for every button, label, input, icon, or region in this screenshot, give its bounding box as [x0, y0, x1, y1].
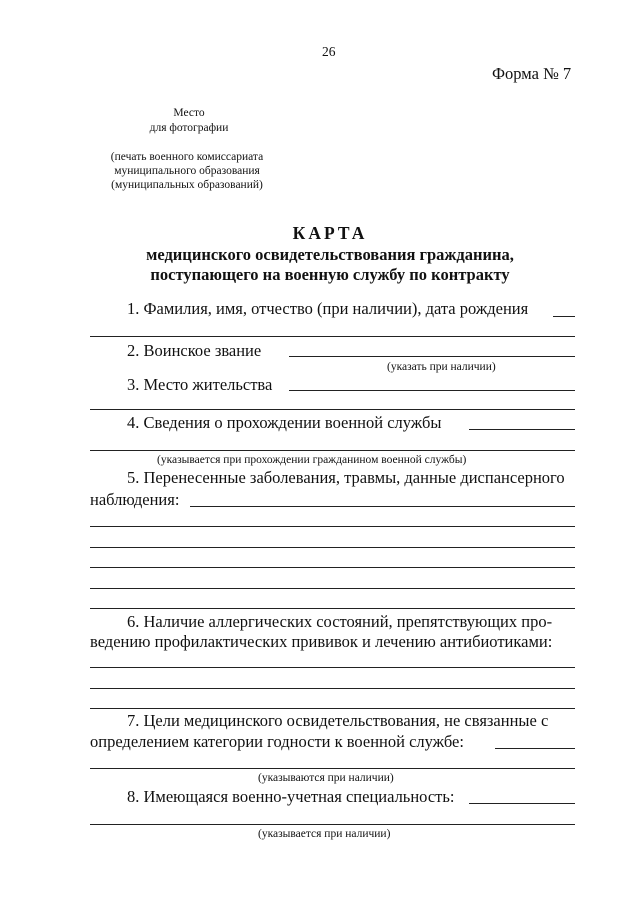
item5-input-line-d [90, 567, 575, 568]
item6-input-line-c [90, 708, 575, 709]
item4-label: 4. Сведения о прохождении военной службы [127, 413, 442, 432]
item4-input-line-a [469, 429, 575, 430]
item1-input-line-b [90, 336, 575, 337]
item7-note: (указываются при наличии) [258, 772, 394, 784]
doc-subtitle-line2: поступающего на военную службу по контракту [150, 265, 510, 284]
item6-input-line-b [90, 688, 575, 689]
item3-label: 3. Место жительства [127, 375, 273, 394]
item2-note: (указать при наличии) [387, 361, 496, 373]
doc-title: КАРТА [292, 223, 368, 243]
item2-label: 2. Воинское звание [127, 341, 262, 360]
page-number: 26 [322, 44, 336, 59]
item5-input-line-b [90, 526, 575, 527]
item5-input-line-f [90, 608, 575, 609]
item3-input-line-b [90, 409, 575, 410]
item5-label-line2: наблюдения: [90, 490, 180, 509]
stamp-line3: (муниципальных образований) [111, 179, 263, 191]
item5-label-line1: 5. Перенесенные заболевания, травмы, данные диспансерного [127, 468, 565, 487]
item7-label-line2: определением категории годности к военной службе: [90, 732, 464, 751]
item2-input-line [289, 356, 575, 357]
item7-label-line1: 7. Цели медицинского освидетельствования, не связанные с [127, 711, 549, 730]
item3-input-line-a [289, 390, 575, 391]
item7-input-line-b [90, 768, 575, 769]
item1-input-line-a [553, 316, 575, 317]
item6-label-line2: ведению профилактических прививок и лечению антибиотиками: [90, 632, 553, 651]
item6-label-line1: 6. Наличие аллергических состояний, препятствующих про- [127, 612, 553, 631]
item4-input-line-b [90, 450, 575, 451]
photo-place-line2: для фотографии [149, 122, 229, 134]
item6-input-line-a [90, 667, 575, 668]
stamp-line2: муниципального образования [114, 165, 260, 177]
stamp-line1: (печать военного комиссариата [110, 151, 264, 163]
form-label: Форма № 7 [492, 64, 572, 83]
item8-input-line-a [469, 803, 575, 804]
item1-label: 1. Фамилия, имя, отчество (при наличии), дата рождения [127, 299, 529, 318]
item5-input-line-c [90, 547, 575, 548]
doc-subtitle-line1: медицинского освидетельствования гражданина, [146, 245, 514, 264]
item8-note: (указывается при наличии) [258, 828, 391, 840]
item5-input-line-a [190, 506, 575, 507]
item8-label: 8. Имеющаяся военно-учетная специальность: [127, 787, 455, 806]
item7-input-line-a [495, 748, 575, 749]
item4-note: (указывается при прохождении гражданином военной службы) [157, 454, 467, 466]
photo-place-line1: Место [173, 107, 205, 119]
item5-input-line-e [90, 588, 575, 589]
item8-input-line-b [90, 824, 575, 825]
